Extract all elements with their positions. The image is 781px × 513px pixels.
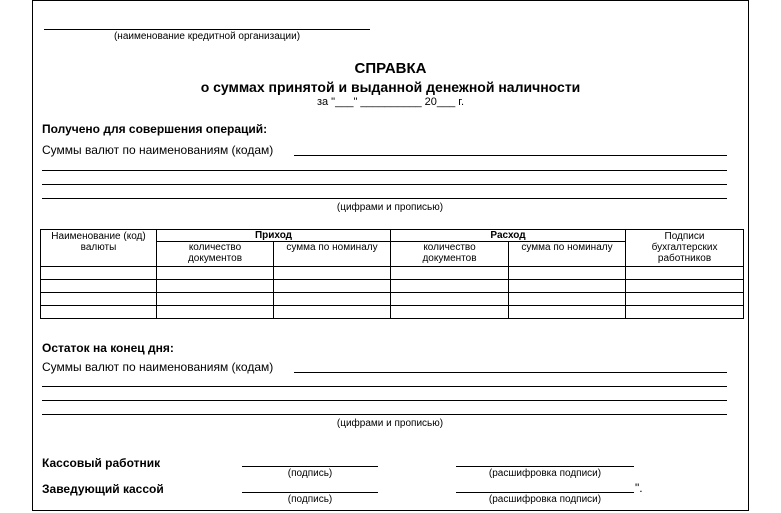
header-income: Приход	[157, 230, 391, 242]
balance-line-3	[42, 400, 727, 401]
org-name-caption: (наименование кредитной организации)	[113, 31, 301, 42]
received-line-3	[42, 184, 727, 185]
cashier-sign-line	[242, 466, 378, 467]
balance-line-2	[42, 386, 727, 387]
received-line-2	[42, 170, 727, 171]
balance-caption: (цифрами и прописью)	[336, 418, 444, 429]
cashier-sign-caption: (подпись)	[287, 468, 333, 479]
org-name-line	[44, 29, 370, 30]
closing-quote-mark: ".	[635, 481, 643, 495]
header-expense-sum: сумма по номиналу	[509, 242, 626, 267]
head-cashier-sign-line	[242, 492, 378, 493]
header-income-count: количество документов	[157, 242, 274, 267]
header-income-sum: сумма по номиналу	[274, 242, 391, 267]
header-signatures: Подписи бухгалтерских работников	[626, 230, 744, 267]
received-heading: Получено для совершения операций:	[42, 122, 268, 136]
head-cashier-decode-caption: (расшифровка подписи)	[488, 494, 602, 505]
document-subtitle: о суммах принятой и выданной денежной наличности	[200, 79, 581, 95]
cashier-label: Кассовый работник	[42, 456, 161, 470]
table-row	[41, 280, 744, 293]
received-currency-label: Суммы валют по наименованиям (кодам)	[42, 143, 274, 157]
received-caption: (цифрами и прописью)	[336, 202, 444, 213]
balance-currency-label: Суммы валют по наименованиям (кодам)	[42, 360, 274, 374]
header-expense-count: количество документов	[391, 242, 509, 267]
balance-heading: Остаток на конец дня:	[42, 341, 174, 355]
received-line-1	[294, 155, 727, 156]
head-cashier-sign-caption: (подпись)	[287, 494, 333, 505]
head-cashier-decode-line	[456, 492, 634, 493]
table-row	[41, 306, 744, 319]
operations-table	[40, 229, 744, 319]
table-row	[41, 293, 744, 306]
head-cashier-label: Заведующий кассой	[42, 482, 164, 496]
balance-line-4	[42, 414, 727, 415]
date-line: за "___" __________ 20___ г.	[316, 96, 465, 108]
received-line-4	[42, 198, 727, 199]
cashier-decode-caption: (расшифровка подписи)	[488, 468, 602, 479]
document-title: СПРАВКА	[354, 60, 427, 77]
header-expense: Расход	[391, 230, 626, 242]
balance-line-1	[294, 372, 727, 373]
table-row	[41, 267, 744, 280]
cashier-decode-line	[456, 466, 634, 467]
header-currency: Наименование (код) валюты	[41, 230, 157, 267]
